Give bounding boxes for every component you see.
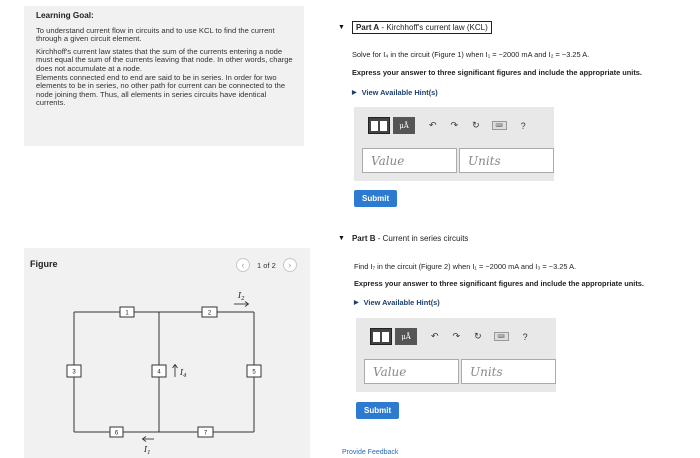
element-2-label: 2 [207,310,212,317]
templates-icon[interactable] [368,117,390,134]
expand-triangle-icon: ▶ [352,90,357,96]
redo-icon[interactable]: ↷ [450,120,459,130]
part-b-answer-panel [356,318,556,392]
part-b-hints-label: View Available Hint(s) [363,298,440,307]
part-a-value-input[interactable]: Value [362,148,457,173]
part-a-fields [362,148,554,173]
learning-goal-box [24,6,304,146]
current-i2-label: $I_2$ [238,291,245,302]
circuit-diagram [24,248,310,458]
undo-icon[interactable]: ↶ [429,120,437,130]
learning-goal-paragraph-2: Kirchhoff's current law states that the sum of the currents entering a node must equal the sum of the currents leaving that node. In other words, charge does not accumulate at a node. [36,46,293,73]
help-icon[interactable]: ? [520,120,526,131]
part-a-toolbar [368,117,526,134]
undo-icon[interactable]: ↶ [431,331,439,341]
learning-goal-paragraph-3: Elements connected end to end are said to be in series. In order for two elements to be in series, no other path for current can be connected to the node joining them. Thus, all elements in series circuits have identical currents. [36,72,286,108]
element-3-label: 3 [72,369,76,376]
part-b-fields [364,359,556,384]
figure-label: Figure [30,259,58,269]
element-6-label: 6 [114,430,119,437]
part-b-hints-link[interactable] [354,298,440,307]
part-a-instructions: Express your answer to three significant figures and include the appropriate units. [352,68,642,77]
templates-icon[interactable] [370,328,392,345]
part-a-answer-panel [354,107,554,181]
help-icon[interactable]: ? [522,331,528,342]
expand-triangle-icon: ▶ [354,300,359,306]
part-b-units-input[interactable]: Units [461,359,556,384]
learning-goal-title: Learning Goal: [36,11,94,20]
redo-icon[interactable]: ↷ [452,331,461,341]
element-4-label: 4 [157,369,161,376]
units-symbol-button[interactable]: μÅ [393,117,415,134]
learning-goal-paragraph-1: To understand current flow in circuits and to use KCL to find the current through a given circuit element. [36,25,275,44]
part-b-toolbar [370,328,528,345]
figure-prev-button[interactable]: ‹ [236,258,250,272]
collapse-caret-icon[interactable]: ▼ [338,24,345,31]
part-b-value-input[interactable]: Value [364,359,459,384]
part-a-question: Solve for I₄ in the circuit (Figure 1) when I₁ = −2000 mA and I₂ = −3.25 A. [352,50,590,59]
part-b-instructions: Express your answer to three significant figures and include the appropriate units. [354,279,644,288]
part-b-title: Part B - Current in series circuits [351,234,469,243]
part-a-title: Part A - Kirchhoff's current law (KCL) [352,21,492,34]
part-b-submit-button[interactable]: Submit [356,402,399,419]
current-i1-label: $I_1$ [144,445,151,456]
current-i4-label: $I_4$ [180,368,187,379]
keyboard-icon[interactable]: ⌨ [492,121,507,130]
part-a-hints-label: View Available Hint(s) [361,88,438,97]
element-5-label: 5 [252,369,256,376]
part-a-units-input[interactable]: Units [459,148,554,173]
element-1-label: 1 [125,310,129,317]
reset-icon[interactable]: ↻ [472,120,480,130]
collapse-caret-icon[interactable]: ▼ [338,235,345,242]
figure-page-count: 1 of 2 [257,260,276,270]
keyboard-icon[interactable]: ⌨ [494,332,509,341]
provide-feedback-link[interactable]: Provide Feedback [342,449,399,456]
figure-panel [24,248,310,458]
units-symbol-button[interactable]: μÅ [395,328,417,345]
part-a-header[interactable] [338,21,492,34]
figure-next-button[interactable]: › [283,258,297,272]
part-a-hints-link[interactable] [352,88,438,97]
element-7-label: 7 [203,430,208,437]
part-b-question: Find I₇ in the circuit (Figure 2) when I₁ = −2000 mA and I₃ = −3.25 A. [354,262,577,271]
part-a-submit-button[interactable]: Submit [354,190,397,207]
part-b-header[interactable] [338,234,468,243]
reset-icon[interactable]: ↻ [474,331,482,341]
